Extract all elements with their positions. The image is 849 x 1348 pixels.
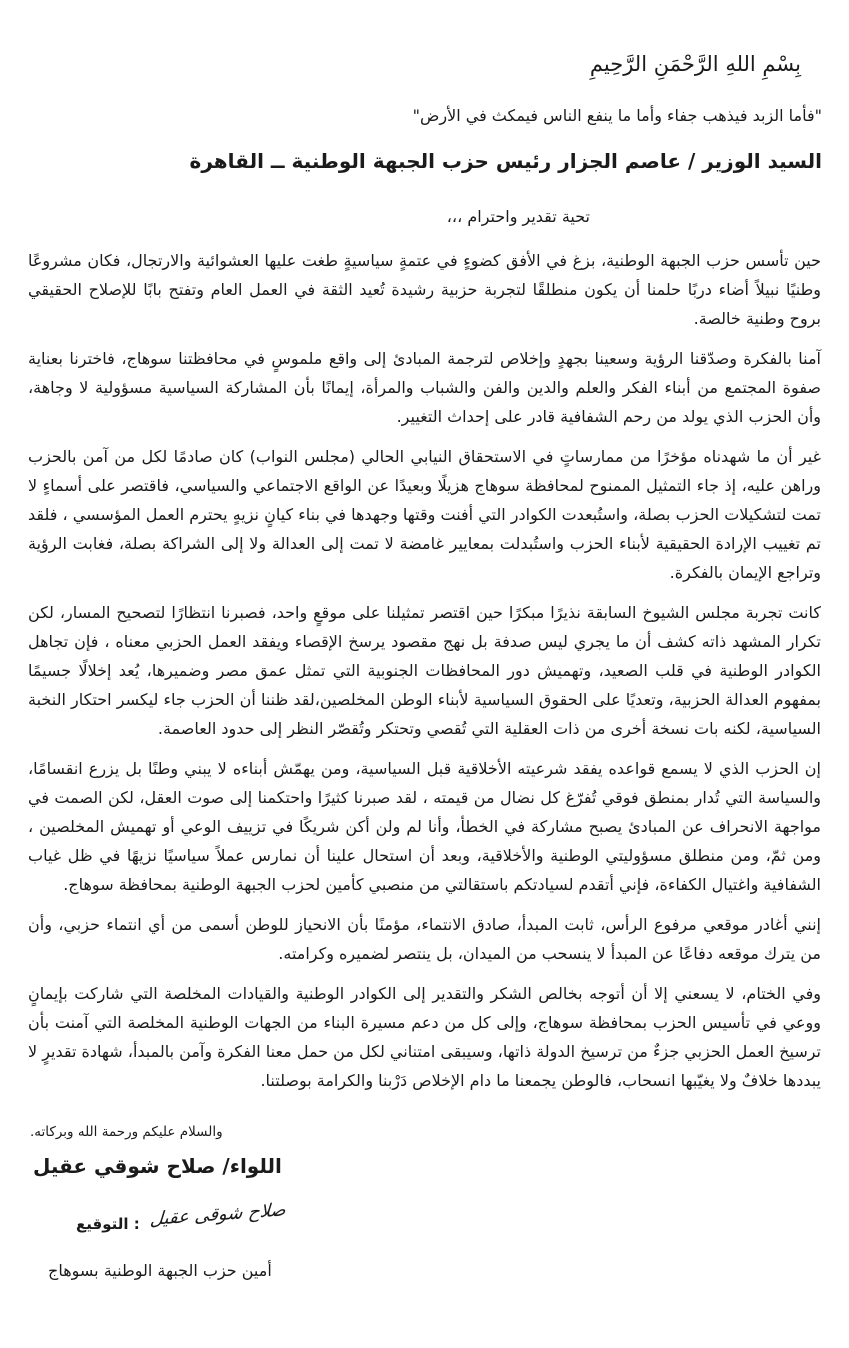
signatory-title: أمين حزب الجبهة الوطنية بسوهاج	[48, 1261, 272, 1280]
letter-body	[28, 246, 821, 1106]
paragraph-senate-experience: كانت تجربة مجلس الشيوخ السابقة نذيرًا مبكرًا حين اقتصر تمثيلنا على موقعٍ واحد، فصبرنا انتظارًا لتصحيح المسار، لكن تكرار المشهد ذاته كشف أن ما يجري ليس صدفة بل نهج مقصود يرسخ الإقصاء ويفقد العمل الحزبي معناه ، فإن تجاهل الكوادر الوطنية في قلب الصعيد، وتهميش دور المحافظات الجنوبية التي تمثل عمق مصر وضميرها، يُعد إخلالًا جسيمًا بمفهوم العدالة الحزبية، وتعديًا على الحقوق السياسية لأبناء الوطن المخلصين،لقد ظننا أن الحزب جاء ليكسر احتكار النخبة السياسية، لكنه بات نسخة أخرى من ذات العقلية التي تُقصي وتحتكر وتُقصّر النظر إلى حدود العاصمة.	[28, 603, 821, 738]
salutation-line: تحية تقدير واحترام ،،،	[446, 207, 590, 226]
signatory-name: اللواء/ صلاح شوقي عقيل	[33, 1154, 282, 1178]
handwritten-signature: صلاح شوقى عقيل	[149, 1199, 287, 1230]
paragraph-resignation-statement: إن الحزب الذي لا يسمع قواعده يفقد شرعيته الأخلاقية قبل السياسية، ومن يهمّش أبناءه لا يبني وطنًا بل يزرع انقسامًا، والسياسة التي تُدار بمنطق فوقي تُفرّغ كل نضال من قيمته ، لقد صبرنا كثيرًا واحتكمنا إلى صوت العقل، لكن الصمت في مواجهة الانحراف عن المبادئ يصبح مشاركة في الخطأ، وأنا لم ولن أكن شريكًا في تزييف الوعي أو تهميش المخلصين ، ومن ثمّ، ومن منطلق مسؤوليتي الوطنية والأخلاقية، وبعد أن استحال علينا أن نمارس عملاً سياسيًا نزيهًا في ظل غياب الشفافية واغتيال الكفاءة، فإني أتقدم لسيادتكم باستقالتي من منصبي كأمين لحزب الجبهة الوطنية بمحافظة سوهاج.	[28, 759, 821, 894]
paragraph-belief: آمنا بالفكرة وصدّقنا الرؤية وسعينا بجهدٍ وإخلاص لترجمة المبادئ إلى واقع ملموسٍ في محافظتنا سوهاج، فاخترنا بعناية صفوة المجتمع من أبناء الفكر والعلم والدين والفن والشباب والمرأة، إيمانًا بأن المشاركة السياسية مسؤولية لا وجاهة، وأن الحزب الذي يولد من رحم الشفافية قادر على إحداث التغيير.	[28, 349, 821, 426]
paragraph-parliament-practices: غير أن ما شهدناه مؤخرًا من ممارساتٍ في الاستحقاق النيابي الحالي (مجلس النواب) كان صادمًا لكل من آمن بالحزب وراهن عليه، إذ جاء التمثيل الممنوح لمحافظة سوهاج هزيلًا وبعيدًا عن الواقع الاجتماعي والسياسي، فاقتصر على أسماءٍ لا تمت لتشكيلات الحزب بصلة، واستُبعدت الكوادر التي أفنت وقتها وجهدها في بناء كيانٍ نزيهٍ يحترم العمل المؤسسي ، فلقد تم تغييب الإرادة الحقيقية لأبناء الحزب واستُبدلت بمعايير غامضة لا تمت إلى العدالة ولا إلى الشراكة بصلة، فغابت الرؤية وتراجع الإيمان بالفكرة.	[28, 447, 821, 582]
signature-label: التوقيع :	[76, 1214, 140, 1233]
addressee-line: السيد الوزير / عاصم الجزار رئيس حزب الجبهة الوطنية ــ القاهرة	[189, 149, 822, 173]
paragraph-founding: حين تأسس حزب الجبهة الوطنية، بزغ في الأفق كضوءٍ في عتمةٍ سياسيةٍ طغت عليها العشوائية والارتجال، فكان مشروعًا وطنيًا نبيلاً أضاء دربًا حلمنا أن يكون منطلقًا لتجربة حزبية رشيدة تُعيد الثقة في العمل العام وتفتح بابًا للإصلاح الحقيقي بروح وطنية خالصة.	[28, 251, 821, 328]
paragraph-conclusion-thanks: وفي الختام، لا يسعني إلا أن أتوجه بخالص الشكر والتقدير إلى الكوادر الوطنية والقيادات المخلصة التي شاركت بإيمانٍ ووعي في تأسيس الحزب بمحافظة سوهاج، وإلى كل من دعم مسيرة البناء من الجهات الوطنية المخلصة التي آمنت بأن ترسيخ العمل الحزبي جزءٌ من ترسيخ الدولة ذاتها، وسيبقى امتناني لكل من حمل معنا الفكرة وآمن بالمبدأ، شهادة تقديرٍ لا يبددها خلافٌ ولا يغيّبها انسحاب، فالوطن يجمعنا ما دام الإخلاص دَرْبنا والكرامة بوصلتنا.	[28, 984, 821, 1090]
basmala-calligraphy: بِسْمِ اللهِ الرَّحْمَنِ الرَّحِيمِ	[589, 52, 801, 76]
closing-salaam: والسلام عليكم ورحمة الله وبركاته.	[30, 1124, 223, 1140]
paragraph-departure-principles: إنني أغادر موقعي مرفوع الرأس، ثابت المبدأ، صادق الانتماء، مؤمنًا بأن الانحياز للوطن أسمى من أي انتماء حزبي، وأن من يترك موقعه دفاعًا عن المبدأ لا ينسحب من الميدان، بل ينتصر لضميره وكرامته.	[28, 915, 821, 963]
quran-quote: "فأما الزبد فيذهب جفاء وأما ما ينفع الناس فيمكث في الأرض"	[412, 106, 822, 125]
signature-row	[76, 1199, 287, 1234]
